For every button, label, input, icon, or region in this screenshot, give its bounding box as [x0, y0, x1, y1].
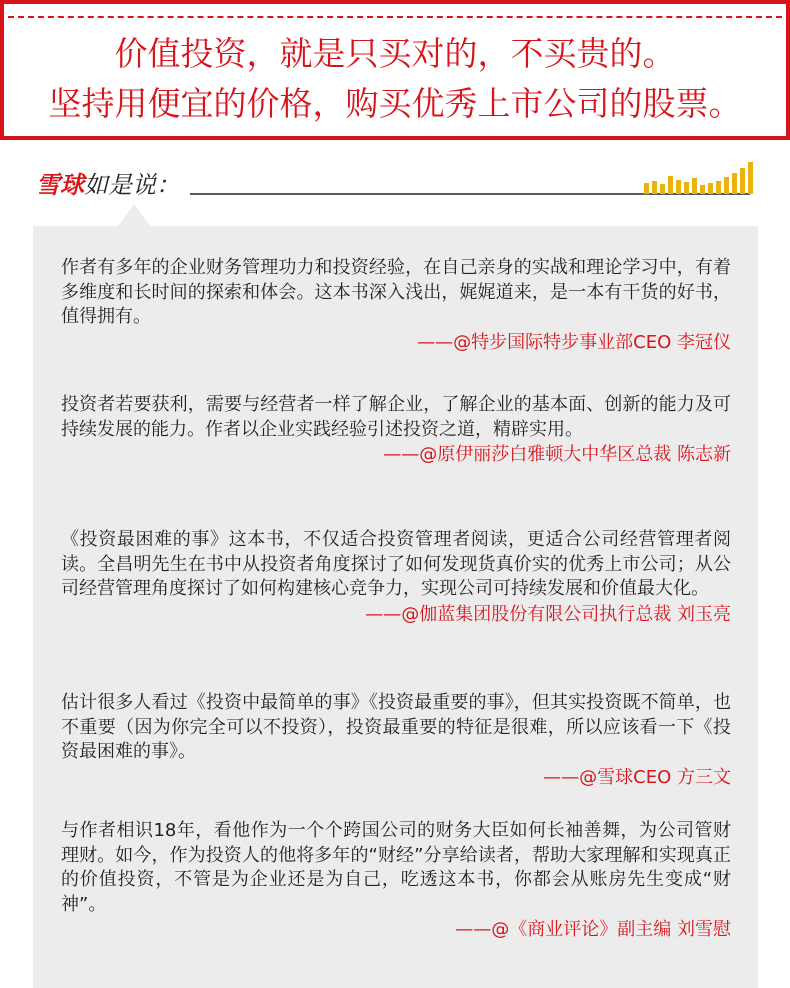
quote-item: [61, 691, 731, 791]
quote-item: [61, 256, 731, 356]
banner-dashed-border: [8, 16, 782, 18]
bar-chart-icon-bar: [660, 184, 665, 194]
bar-chart-icon-bar: [684, 182, 689, 194]
bar-chart-icon-bar: [716, 181, 721, 194]
quotes-panel: [33, 226, 758, 988]
bar-chart-icon-bar: [732, 173, 737, 194]
quote-text: 估计很多人看过《投资中最简单的事》《投资最重要的事》，但其实投资既不简单，也不重要（因为你完全可以不投资），投资最重要的特征是很难，所以应该看一下《投资最困难的事》。: [61, 692, 731, 762]
bar-chart-icon-bar: [708, 183, 713, 194]
bar-chart-icon-bar: [748, 162, 753, 194]
banner-headline-line-2: 坚持用便宜的价格，购买优秀上市公司的股票。: [48, 84, 742, 123]
banner-headline-line-1: 价值投资，就是只买对的，不买贵的。: [114, 34, 676, 73]
bar-chart-icon-bar: [724, 177, 729, 194]
quote-item: [61, 393, 731, 468]
bar-chart-icon-bar: [676, 180, 681, 194]
quote-item: [61, 528, 731, 628]
section-title-suffix: 如是说：: [84, 171, 180, 199]
quote-attribution: ——@原伊丽莎白雅顿大中华区总裁 陈志新: [383, 444, 731, 465]
quote-item: [61, 819, 731, 943]
bar-chart-icon-bar: [740, 168, 745, 194]
quote-text: 《投资最困难的事》这本书，不仅适合投资管理者阅读，更适合公司经营管理者阅读。全昌明先生在书中从投资者角度探讨了如何发现货真价实的优秀上市公司；从公司经营管理角度探讨了如何构建核心竞争力，实现公司可持续发展和价值最大化。: [61, 529, 731, 599]
quote-text: 投资者若要获利，需要与经营者一样了解企业，了解企业的基本面、创新的能力及可持续发展的能力。作者以企业实践经验引述投资之道，精辟实用。: [61, 394, 731, 440]
quote-attribution: ——@雪球CEO 方三文: [543, 766, 731, 788]
bar-chart-icon-bar: [692, 178, 697, 194]
brand-name: 雪球: [36, 171, 84, 199]
bar-chart-icon-bar: [668, 176, 673, 194]
bar-chart-icon-bar: [644, 183, 649, 194]
quote-attribution: ——@《商业评论》副主编 刘雪慰: [455, 919, 731, 940]
bar-chart-icon-bar: [652, 181, 657, 194]
headline-banner: [0, 0, 790, 140]
quote-attribution: ——@特步国际特步事业部CEO 李冠仪: [417, 331, 731, 353]
quote-text: 与作者相识18年，看他作为一个个跨国公司的财务大臣如何长袖善舞，为公司管财理财。如今，作为投资人的他将多年的“财经”分享给读者，帮助大家理解和实现真正的价值投资，不管是为企业还是为自己，吃透这本书，你都会从账房先生变成“财神”。: [61, 820, 731, 915]
quote-text: 作者有多年的企业财务管理功力和投资经验，在自己亲身的实战和理论学习中，有着多维度和长时间的探索和体会。这本书深入浅出，娓娓道来，是一本有干货的好书，值得拥有。: [61, 257, 731, 327]
speech-pointer: [118, 204, 150, 226]
section-title: [36, 168, 180, 202]
bar-chart-icon: [644, 162, 762, 194]
bar-chart-icon-bar: [700, 185, 705, 194]
quote-attribution: ——@伽蓝集团股份有限公司执行总裁 刘玉亮: [365, 603, 731, 625]
